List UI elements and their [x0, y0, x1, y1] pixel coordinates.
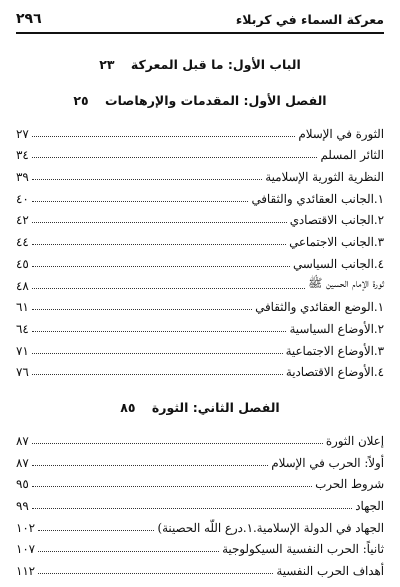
toc-entry-page: ٣٩: [16, 170, 29, 185]
dot-leader: [38, 529, 154, 531]
dot-leader: [32, 485, 312, 487]
toc-entry-page: ٤٢: [16, 213, 29, 228]
toc-entry-page: ١١٢: [16, 564, 36, 579]
page-number: ٢٩٦: [16, 11, 42, 27]
toc-entry-label: الجهاد في الدولة الإسلامية.١.درع اللّه الحصينة): [157, 520, 384, 535]
dot-leader: [32, 352, 283, 354]
toc-entry-page: ٨٧: [16, 433, 29, 448]
toc-entry: [16, 470, 384, 492]
toc-entry-page: ٤٥: [16, 256, 29, 271]
toc-entry: [16, 119, 384, 141]
dot-leader: [32, 330, 287, 332]
toc-entry-label: أهداف الحرب النفسية: [276, 564, 384, 579]
chapter-heading: [16, 397, 384, 419]
toc-entry: [16, 556, 384, 578]
toc-entry: [16, 336, 384, 358]
dot-leader: [32, 507, 353, 509]
toc-entry: [16, 227, 384, 249]
running-header: [16, 6, 384, 34]
dot-leader: [32, 373, 283, 375]
toc-entry-label: أولاً: الحرب في الإسلام: [271, 455, 384, 470]
dot-leader: [32, 135, 296, 137]
toc-entry-page: ٤٤: [16, 235, 29, 250]
chapter-entry-list: [16, 119, 384, 379]
toc-entry: [16, 426, 384, 448]
toc-entry: [16, 206, 384, 228]
toc-entry-page: ٦١: [16, 300, 29, 315]
dot-leader: [38, 550, 219, 552]
toc-entry-page: ١٠٧: [16, 542, 36, 557]
chapter-heading: [16, 90, 384, 112]
toc-entry: [16, 491, 384, 513]
toc-entry-page: ٧٦: [16, 365, 29, 380]
part-page: ٢٣: [99, 57, 115, 72]
toc-entry-label: ثانياً: الحرب النفسية السيكولوجية: [222, 542, 384, 557]
dot-leader: [32, 287, 305, 289]
toc-entry-page: ٦٤: [16, 321, 29, 336]
table-of-contents: [16, 32, 384, 587]
toc-entry-page: ١٠٢: [16, 520, 36, 535]
toc-entry-label: ١.الجانب العقائدي والثقافي: [251, 191, 384, 206]
toc-entry: [16, 184, 384, 206]
toc-entry-page: ٣٤: [16, 148, 29, 163]
dot-leader: [32, 178, 263, 180]
chapter-title: الفصل الثاني: الثورة: [151, 400, 280, 416]
toc-entry: [16, 141, 384, 163]
toc-entry-label: النظرية الثورية الإسلامية: [265, 170, 384, 185]
toc-entry-page: ٩٥: [16, 477, 29, 492]
toc-entry: [16, 162, 384, 184]
dot-leader: [38, 572, 273, 574]
dot-leader: [32, 464, 269, 466]
toc-entry-label: ٤.الجانب السياسي: [292, 256, 384, 271]
dot-leader: [32, 221, 287, 223]
toc-entry-label: ٣.الجانب الاجتماعي: [289, 235, 384, 250]
toc-entry-label: شروط الحرب: [315, 477, 384, 492]
toc-entry: [16, 249, 384, 271]
dot-leader: [32, 442, 323, 444]
toc-entry-label: ٢.الجانب الاقتصادي: [289, 213, 384, 228]
chapter-title: الفصل الأول: المقدمات والإرهاصات: [105, 93, 327, 108]
toc-entry-label: ثورة الإمام الحسين ﷺ: [308, 275, 384, 290]
toc-entry-page: ٨٧: [16, 455, 29, 470]
toc-entry: [16, 513, 384, 535]
toc-entry-page: ٧١: [16, 343, 29, 358]
toc-entry: [16, 535, 384, 557]
toc-entry-page: ٤٠: [16, 191, 29, 206]
toc-entry-label: إعلان الثورة: [325, 433, 384, 448]
toc-entry: [16, 358, 384, 380]
toc-entry: [16, 293, 384, 315]
toc-entry-label: الثائر المسلم: [320, 148, 384, 163]
toc-entry-label: ٤.الأوضاع الاقتصادية: [285, 365, 384, 380]
chapter-entry-list: [16, 426, 384, 578]
part-heading: [16, 52, 384, 78]
toc-entry: [16, 448, 384, 470]
chapter-page: ٨٥: [120, 400, 136, 416]
toc-entry-label: الجهاد: [355, 499, 384, 513]
part-title: الباب الأول: ما قبل المعركة: [130, 57, 301, 72]
toc-entry-label: ٢.الأوضاع السياسية: [289, 321, 384, 336]
toc-entry-page: ٢٧: [16, 126, 29, 141]
dot-leader: [32, 265, 290, 267]
dot-leader: [32, 156, 318, 158]
dot-leader: [32, 308, 252, 310]
dot-leader: [32, 200, 249, 202]
chapter-page: ٢٥: [73, 93, 89, 108]
toc-entry-page: ٤٨: [16, 278, 29, 293]
toc-entry-label: ٣.الأوضاع الاجتماعية: [285, 343, 384, 358]
toc-entry: [16, 314, 384, 336]
book-title: معركة السماء في كربلاء: [235, 11, 384, 27]
dot-leader: [32, 243, 286, 245]
toc-entry-label: الثورة في الإسلام: [298, 126, 384, 141]
toc-entry: [16, 271, 384, 293]
toc-entry-page: ٩٩: [16, 499, 29, 513]
toc-entry-label: ١.الوضع العقائدي والثقافي: [255, 300, 384, 315]
